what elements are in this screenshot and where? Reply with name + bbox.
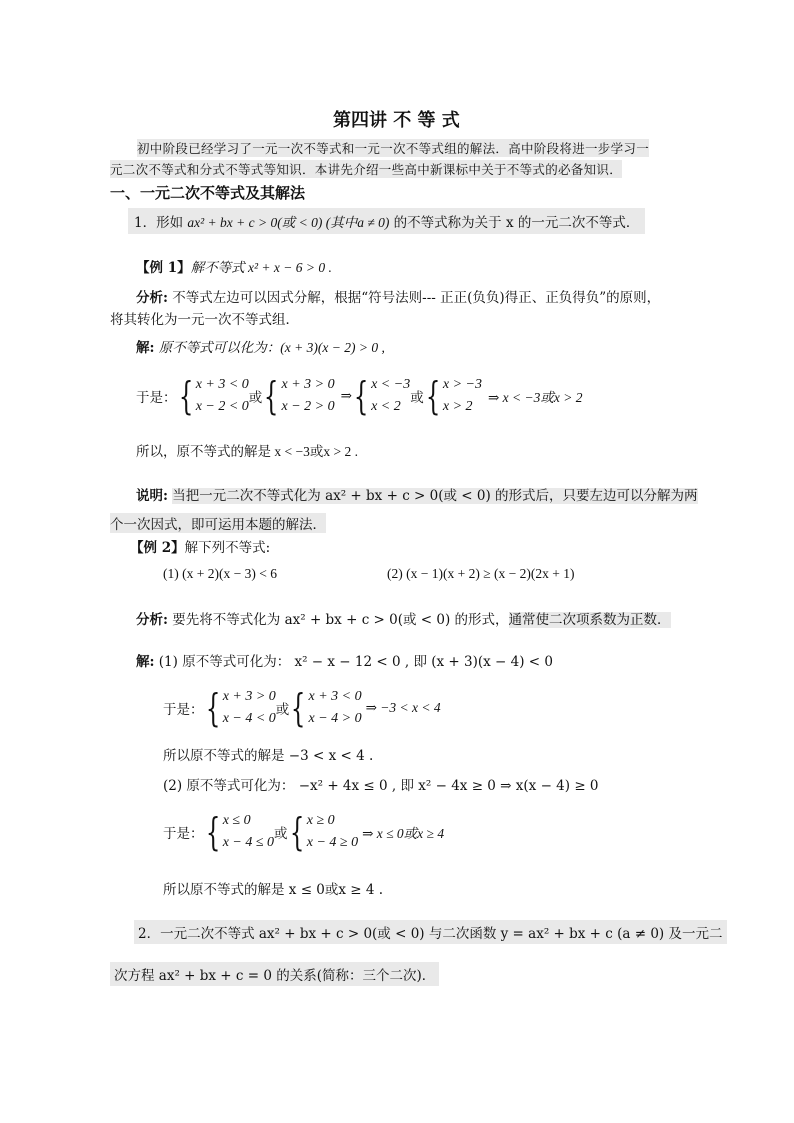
analysis-highlight: 通常使二次项系数为正数． xyxy=(508,612,671,628)
brace-icon: { xyxy=(264,374,279,418)
item-2-line-2: 次方程 ax² + bx + c = 0 的关系(简称：三个二次)． xyxy=(110,962,439,986)
brace-icon: { xyxy=(205,686,220,730)
system-a: x ≤ 0 x − 4 ≤ 0 xyxy=(222,813,275,850)
system-d: x > −3 x > 2 xyxy=(442,377,482,414)
brace-icon: { xyxy=(425,374,441,418)
then-label: 于是： xyxy=(136,390,177,406)
example-2-part-1: (1) (x + 2)(x − 3) < 6 xyxy=(163,566,277,581)
item-1-formula: ax² + bx + c > 0(或 < 0) (其中a ≠ 0) xyxy=(187,215,390,230)
example-1 xyxy=(136,256,332,276)
solution-label: 解: xyxy=(136,340,155,356)
example-2-solution-1 xyxy=(136,650,553,670)
solution-text: (1) 原不等式可化为： x² − x − 12 < 0 , 即 (x + 3)(x − 4) < 0 xyxy=(158,654,553,670)
example-2-part-2: (2) (x − 1)(x + 2) ≥ (x − 2)(2x + 1) xyxy=(387,566,575,581)
example-2-conclusion-1: 所以原不等式的解是 −3 < x < 4 . xyxy=(163,748,374,764)
or-label: 或 xyxy=(410,390,424,406)
example-2-solution-2: (2) 原不等式可化为： −x² + 4x ≤ 0 , 即 x² − 4x ≥ 0 ⇒ x(x − 4) ≥ 0 xyxy=(163,778,599,794)
or-label: 或 xyxy=(275,702,290,718)
system-a: x + 3 > 0 x − 4 < 0 xyxy=(222,689,276,726)
then-label: 于是： xyxy=(163,702,204,718)
brace-icon: { xyxy=(205,810,220,854)
note-line-1 xyxy=(136,484,698,504)
solution-text: 原不等式可以化为：(x + 3)(x − 2) > 0 , xyxy=(158,340,385,355)
note-line-2: 个一次因式，即可运用本题的解法． xyxy=(110,513,326,533)
system-c: x < −3 x < 2 xyxy=(371,377,411,414)
analysis-text: 要先将不等式化为 ax² + bx + c > 0(或 < 0) 的形式， xyxy=(172,612,509,628)
item-1-suffix: 的不等式称为关于 x 的一元二次不等式． xyxy=(393,215,640,231)
intro-line-2: 元二次不等式和分式不等式等知识．本讲先介绍一些高中新课标中关于不等式的必备知识． xyxy=(110,162,623,177)
example-2-label: 【例 2】 xyxy=(130,540,185,556)
example-2-problem: 解下列不等式: xyxy=(184,540,271,556)
system-b: x + 3 > 0 x − 2 > 0 xyxy=(281,377,335,414)
section-heading-1: 一、一元二次不等式及其解法 xyxy=(110,184,306,202)
example-2-analysis xyxy=(136,608,671,628)
example-1-analysis-line-1 xyxy=(136,286,660,306)
page-title: 第四讲 不 等 式 xyxy=(333,110,460,131)
or-label: 或 xyxy=(274,826,288,842)
analysis-label: 分析: xyxy=(136,612,168,628)
item-1-prefix: 1．形如 xyxy=(134,215,184,231)
example-1-analysis-line-2: 将其转化为一元一次不等式组． xyxy=(110,312,299,328)
note-label: 说明: xyxy=(136,488,168,504)
brace-icon: { xyxy=(291,686,306,730)
or-label: 或 xyxy=(248,390,263,406)
example-2-systems-1 xyxy=(163,686,441,730)
system-a: x + 3 < 0 x − 2 < 0 xyxy=(195,377,249,414)
analysis-text: 不等式左边可以因式分解，根据“符号法则--- 正正(负负)得正、正负得负”的原则， xyxy=(172,290,661,306)
system-b: x + 3 < 0 x − 4 > 0 xyxy=(308,689,362,726)
solution-label: 解: xyxy=(136,654,155,670)
system-b: x ≥ 0 x − 4 ≥ 0 xyxy=(306,813,359,850)
system-result: ⇒ x < −3或x > 2 xyxy=(488,390,583,405)
item-1 xyxy=(128,208,645,234)
note-text: 当把一元二次不等式化为 ax² + bx + c > 0(或 < 0) 的形式后，只要左边可以分解为两 xyxy=(172,488,698,504)
example-1-problem: 解不等式 x² + x − 6 > 0 . xyxy=(190,260,332,275)
example-2 xyxy=(130,536,270,556)
intro-line-1: 初中阶段已经学习了一元一次不等式和一元一次不等式组的解法．高中阶段将进一步学习一 xyxy=(137,141,650,156)
example-1-label: 【例 1】 xyxy=(136,260,191,276)
example-1-solution xyxy=(136,336,385,356)
then-label: 于是： xyxy=(163,826,204,842)
example-2-systems-2 xyxy=(163,810,444,854)
system-result: ⇒ x ≤ 0或x ≥ 4 xyxy=(362,826,445,841)
system-result: ⇒ −3 < x < 4 xyxy=(365,700,441,715)
example-1-systems xyxy=(136,374,583,418)
implies-icon: ⇒ xyxy=(340,388,352,404)
brace-icon: { xyxy=(178,374,193,418)
brace-icon: { xyxy=(353,374,369,418)
item-2-line-1: 2．一元二次不等式 ax² + bx + c > 0(或 < 0) 与二次函数 y = ax² + bx + c (a ≠ 0) 及一元二 xyxy=(134,920,727,944)
brace-icon: { xyxy=(289,810,304,854)
example-2-conclusion-2: 所以原不等式的解是 x ≤ 0或x ≥ 4 . xyxy=(163,882,384,898)
analysis-label: 分析: xyxy=(136,290,168,306)
example-1-conclusion: 所以，原不等式的解是 x < −3或x > 2 . xyxy=(136,444,358,459)
